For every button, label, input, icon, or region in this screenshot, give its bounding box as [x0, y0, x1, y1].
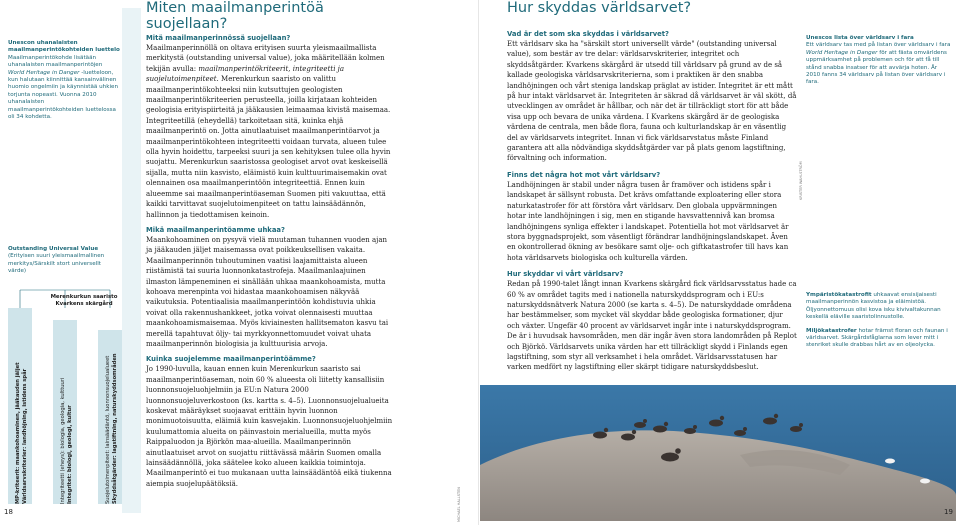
definition-2	[806, 328, 952, 350]
page-18-p1-italic: maailmanperintökriteerit, integriteetti ja suojelutoimenpiteet.	[146, 64, 345, 84]
diagram-label-criteria-fi: MP-kriteerit: maankohoaminen, jääkauden jäljet	[15, 362, 21, 504]
page-gutter	[478, 0, 479, 525]
right-note-heading: Unescos lista över världsarv i fara	[806, 35, 914, 41]
photo-credit-top: KRISTER WAHLSTRÖM	[799, 161, 803, 200]
definition-1-term: Ympäristökatastrofit	[806, 292, 872, 298]
diagram-title-sv: Kvarkens skärgård	[55, 301, 113, 307]
page-19-heading-1: Vad är det som ska skyddas i världsarvet?	[507, 30, 669, 38]
right-note-text-2: för att fästa omvärldens uppmärksamhet på problemen och för att få till stånd snabba insatser för att avvärja hoten. År 2010 fanns 34 världsarv på listan över världsarv i fara.	[806, 49, 947, 86]
photo-credit-bottom: MICHAEL HALLSTEN	[457, 487, 461, 522]
diagram-label-integrity-fi: Integriteetti (eheys): biologia, geologia, kulttuuri	[60, 377, 66, 504]
page-18-p1-rest: Merenkurkun saaristo on valittu maailmanperintökohteeksi niin kutsuttujen geologisten maailmanperintökriteerien perusteella, joilla kirjataan kohteiden geologisia erityispiirteitä ja jääkausien leimaamaa kivistä maisemaa. Integriteetillä (eheydellä) tarkoitetaan sitä, kuinka ehjä maailmanperintö on. Jotta ainutlaatuiset maailmanperintöarvot ja maailmanperintökohteen integriteetti voidaan turvata, alueen tulee olla hyvin hoidettu, tarpeeksi suuri ja sen kehityksen tulee olla hyvin suojattu. Merenkurkun saaristossa geologiset arvot ovat keskeisellä sijalla, mutta niin kasvisto, eläimistö kuin kulttuurimaisemakin ovat olennainen osa maailmanperintöön integriteettiä. Ennen kuin alueemme sai maailmanperintöaseman Suomen piti vakuuttaa, että kaikki tarvittavat suojelutoimenpiteet on tattu lainsäädännön, hallinnon ja tiedottamisen keinoin.	[146, 75, 391, 219]
page-18-heading-3: Kuinka suojelemme maailmanperintöämme?	[146, 355, 316, 364]
page-18-heading-1: Mitä maailmanperinnössä suojellaan?	[146, 34, 291, 42]
ouv-line-1: (Erityisen suuri yleismaailmallinen	[8, 253, 105, 260]
diagram-label-integrity-sv: Integritet: biologi, geologi, kultur	[66, 405, 73, 504]
sidebar-note-italic: World Heritage in Danger	[8, 69, 80, 76]
photo-birds-on-rocks	[480, 385, 956, 521]
page-18-paragraph-1	[146, 43, 394, 220]
page-19-heading-3: Hur skyddar vi vårt världsarv?	[507, 270, 624, 279]
diagram-label-protection-sv: Skyddsåtgärder: lagstiftning, naturskyddsområden	[111, 353, 118, 504]
diagram-label-protection-fi: Suojelutoimenpiteet: lainsäädäntö, luonnonsuojelualueet	[105, 355, 111, 504]
ouv-line-2: merkitys/Särskilt stort universellt värde)	[8, 260, 101, 275]
right-note-unesco-danger-list	[806, 35, 952, 87]
sidebar-ouv-caption	[8, 246, 120, 276]
sidebar-note-unesco-danger-list	[8, 40, 120, 121]
page-19-paragraph-2: Landhöjningen är stabil under några tusen år framöver och istidens spår i landskapet är sällsynt robusta. Det krävs omfattande exploatering eller stora naturkatastrofer för att förstöra vårt världsarv. Den globala uppvärmningen hotar inte landhöjningen i sig, men en stigande havsvattennivå kan bromsa landhöjningens synliga effekter i landskapet. Potentiella hot mot världsarvet är stora byggnadsprojekt, som väsentligt förändrar landhöjningslandskapet. Även en okontrollerad ökning av besökare samt olje- och giftkatastrofer till havs kan hota världsarvets biologiska och kulturella värden.	[507, 180, 789, 262]
page-18-p1-intro: Maailmanperinnöllä on oltava erityisen suurta yleismaailmallista merkitystä (outstanding universal value), joka määritellään kolmen tekijän avulla:	[146, 44, 385, 73]
sidebar-note-text-1: Maailmanperintökohde lisätään uhanalaisten maailmanperintöjen	[8, 54, 103, 69]
page-19-column	[507, 0, 797, 373]
sidebar-note-text-2: -luetteloon, kun halutaan kiinnittää kansainvälinen huomio ongelmiin ja käynnistää uhkien torjunta nopeasti. Vuonna 2010 uhanalaisten maailmanperintökohteiden luettelossa oli 34 kohdetta.	[8, 69, 119, 121]
page-19-paragraph-3: Redan på 1990-talet långt innan Kvarkens skärgård fick världsarvsstatus hade ca 60 % av området tagits med i nationella naturskyddsprogram och i EU:s naturskyddsnätverk Natura 2000 (se karta s. 4–5). De naturskyddade områdena har bestämmelser, som mycket väl skyddar både geologiska formationer, djur och växter. Ungefär 40 procent av världsarvet ingår inte i naturskyddsprogram. De är i huvudsak havsområden, men där ingår även stora landområden på Replot och Björkö. Världsarvets unika värden har ett tillräckligt skydd i Finlands egen lagstiftning, som styr all verksamhet i hela området. Världsarvsstatusen har varken medfört ny lagstiftning eller skärpt tidigare naturskyddsbeslut.	[507, 280, 797, 372]
decorative-strip	[122, 8, 141, 513]
page-18-paragraph-3: Jo 1990-luvulla, kauan ennen kuin Merenkurkun saaristo sai maailmanperintöaseman, noin 60 % alueesta oli liitetty kansallisiin luonnonsuojeluohjelmiin ja EU:n Natura 2000 luonnonsuojeluverkostoon (ks. kartta s. 4–5). Luonnonsuojelualueita koskevat määräykset suojaavat erittäin hyvin luonnon monimuotoisuutta, eläimiä kuin kasvejakin. Luonnonsuojeluohjelmiin kuulumattomia alueita on päinvastoin merialueilla, mutta myös Raippaluodon ja Björkön maa-alueilla. Maailmanperinnön ainutlaatuiset arvot on suojattu riittävässä määrin Suomen omalla lainsäädännöllä, joka säätelee koko alueen kaikkia toimintoja. Maailmanperintö ei tuo mukanaan uutta lainsäädäntöä eikä tiukenna aiempia suojelupäätöksiä.	[146, 365, 393, 488]
diagram-title-fi: Merenkurkun saaristo	[50, 294, 118, 300]
page-number-right: 19	[944, 508, 953, 516]
page-18-heading-2: Mikä maailmanperintöamme uhkaa?	[146, 225, 285, 234]
definition-1-text: uhkaavat ensisijaisesti maailmanperinnön kasvistoa ja eläimistöä. Öljyonnettomuus olisi kova isku kivivaltakunnan keskellä eläville saaristolinnustolle.	[806, 292, 941, 321]
ouv-diagram	[0, 280, 130, 510]
page-19-paragraph-1: Ett världsarv ska ha "särskilt stort universellt värde" (outstanding universal value), som bestär av tre delar: världsarvskriterier, integritet och skyddsåtgärder. Kvarkens skärgård är utsedd till världsarv på grund av de så kallade geologiska världsarvskriterierna, som i praktiken är den snabba landhöjningen och vårt steniga landskap präglat av istider. Integritet är ett mått på hur intakt världsarvet är. Integriteten är säkrad då världsarvet är väl skött, då utvecklingen av området är hållbar, och när det är tillräckligt stort för att både visa upp och bevara de unika värdena. I Kvarkens skärgård är de geologiska värdena de centrala, men både flora, fauna och kulturlandskap är en väsentlig del av världsarvets integritet. Innan vi fick världsarvstatus måste Finland garantera att alla nödvändiga skyddsåtgärder var på plats genom lagstiftning, förvaltning och information.	[507, 40, 797, 163]
page-19-title: Hur skyddas världsarvet?	[507, 0, 692, 16]
ouv-heading: Outstanding Universal Value	[8, 246, 99, 252]
right-note-text-1: Ett världsarv tas med på listan över världsarv i fara	[806, 42, 951, 49]
page-number-left: 18	[4, 508, 13, 516]
page-18-title: Miten maailmanperintöä suojellaan?	[146, 0, 324, 32]
sidebar-note-heading: Unescon uhanalaisten maailmanperintökohteiden luettelo	[8, 40, 120, 54]
page-19-heading-2: Finns det några hot mot vårt världsarv?	[507, 170, 661, 179]
page-18-column	[146, 0, 394, 489]
definition-2-term: Miljökatastrofer	[806, 327, 857, 334]
diagram-label-criteria-sv: Världsarvskriterier: landhöjning, istidens spår	[21, 368, 28, 504]
right-definitions	[806, 292, 952, 350]
definition-1	[806, 292, 952, 322]
right-note-italic: World Heritage in Danger	[806, 49, 878, 56]
definition-2-text: hotar främst floran och faunan i världsarvet. Skärgårdsfåglarna som lever mitt i stenriket skulle drabbas hårt av en oljeolycka.	[806, 327, 948, 349]
page-18-paragraph-2: Maankohoaminen on pysyvä vielä muutaman tuhannen vuoden ajan ja jääkauden jäljet maisemassa ovat poikkeuksellisen vakaita. Maailmanperinnön tuhoutuminen vaatisi laajamittaista alueen riistämistä tai suuria luonnonkatastrofeja. Maailmanlaajuinen ilmaston lämpeneminen ei sinällään uhkaa maankohoamista, mutta kohoava merenpinta voi hidastaa maankohoamisen näkyvää vaikutuksia. Potentiaalisia maailmanperintöön kohdistuvia uhkia voivat olla rakennushankkeet, jotka voivat olennaisesti muuttaa maankohoamismaisemaa. Myös kiviainesten hallitsematon kasvu tai merellä tapahtuvat öljy- tai myrkkyonnettomuudet voivat uhata maailmanperinnön biologisia ja kulttuurisia arvoja.	[146, 235, 389, 348]
